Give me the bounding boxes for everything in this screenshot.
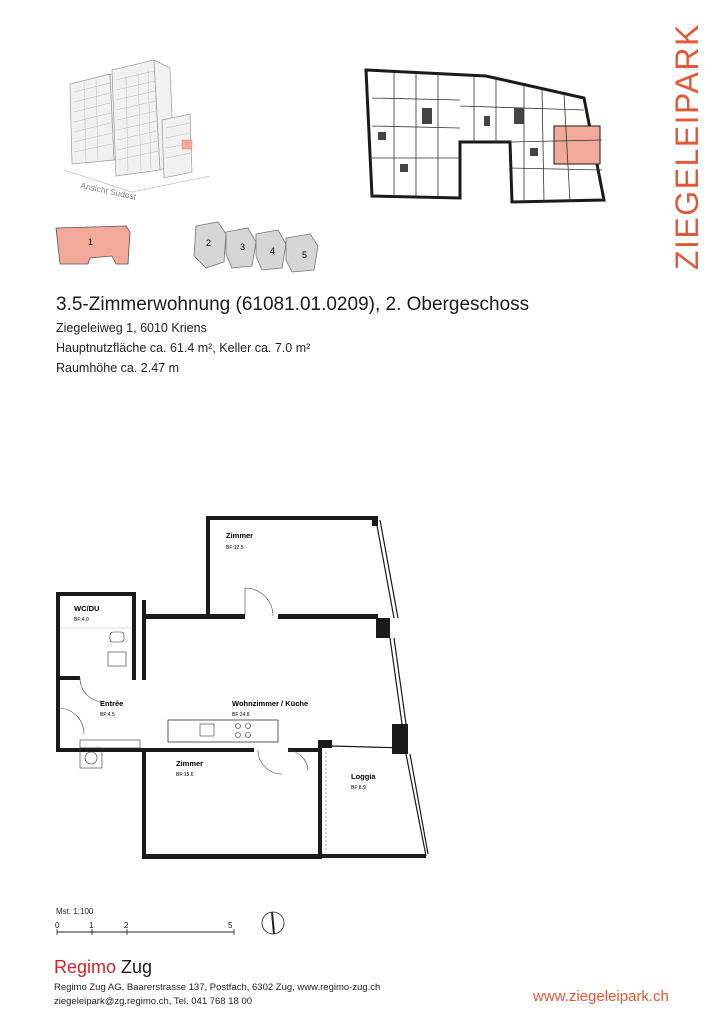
- room-wc-bf: BF:4.0: [74, 617, 89, 623]
- room-zimmer-1-label: Zimmer: [226, 531, 254, 540]
- north-arrow-icon: [260, 908, 286, 938]
- floor-key-plan: [364, 68, 612, 208]
- svg-text:2: 2: [206, 238, 212, 248]
- svg-text:5: 5: [228, 921, 233, 930]
- room-zimmer-1-bf: BF:12.5: [226, 545, 244, 551]
- footer-contact: ziegeleipark@zg.regimo.ch, Tel. 041 768 18 00: [54, 996, 253, 1007]
- listing-title: 3.5-Zimmerwohnung (61081.01.0209), 2. Obergeschoss: [56, 294, 530, 315]
- scale-bar: [54, 918, 244, 938]
- svg-text:2: 2: [124, 921, 129, 930]
- scale-label: Mst. 1:100: [56, 907, 94, 916]
- building-2-block[interactable]: [194, 222, 226, 268]
- highlighted-unit: [182, 140, 192, 149]
- listing-area: Hauptnutzfläche ca. 61.4 m², Keller ca. 7.0 m²: [56, 341, 311, 355]
- room-loggia-label: Loggia: [351, 772, 376, 781]
- room-wohnzimmer-label: Wohnzimmer / Küche: [232, 699, 309, 708]
- brand-logo-vertical: [664, 22, 708, 272]
- room-entree-bf: BF:4.5: [100, 712, 115, 718]
- building-view-illustration: [62, 52, 212, 207]
- svg-text:4: 4: [270, 246, 276, 256]
- listing-address: Ziegeleiweg 1, 6010 Kriens: [56, 321, 207, 335]
- brand-name: ZIEGELEIPARK: [669, 23, 705, 270]
- room-wc-label: WC/DU: [74, 604, 100, 613]
- building-selector: [54, 220, 344, 276]
- apartment-floor-plan: [50, 508, 440, 868]
- website-link[interactable]: www.ziegeleipark.ch: [533, 988, 669, 1005]
- svg-text:1: 1: [88, 237, 94, 247]
- regimo-logo: Regimo Zug: [54, 957, 153, 977]
- svg-text:1: 1: [89, 921, 94, 930]
- room-zimmer-2-bf: BF:15.6: [176, 772, 194, 778]
- building-1-block[interactable]: [56, 226, 130, 264]
- svg-text:0: 0: [55, 921, 60, 930]
- room-zimmer-2-label: Zimmer: [176, 759, 204, 768]
- room-entree-label: Entrée: [100, 699, 124, 708]
- footer-address: Regimo Zug AG, Baarerstrasse 137, Postfach, 6302 Zug, www.regimo-zug.ch: [54, 982, 381, 993]
- view-caption: Ansicht Südost: [79, 180, 138, 202]
- building-5-block[interactable]: [286, 234, 318, 272]
- building-3-block[interactable]: [226, 228, 256, 268]
- room-wohnzimmer-bf: BF:24.8: [232, 712, 250, 718]
- svg-text:5: 5: [302, 250, 308, 260]
- svg-text:3: 3: [240, 242, 246, 252]
- highlighted-apartment: [554, 126, 600, 164]
- listing-room-height: Raumhöhe ca. 2.47 m: [56, 361, 179, 375]
- room-loggia-bf: BF:8.9: [351, 785, 366, 791]
- building-4-block[interactable]: [256, 230, 286, 270]
